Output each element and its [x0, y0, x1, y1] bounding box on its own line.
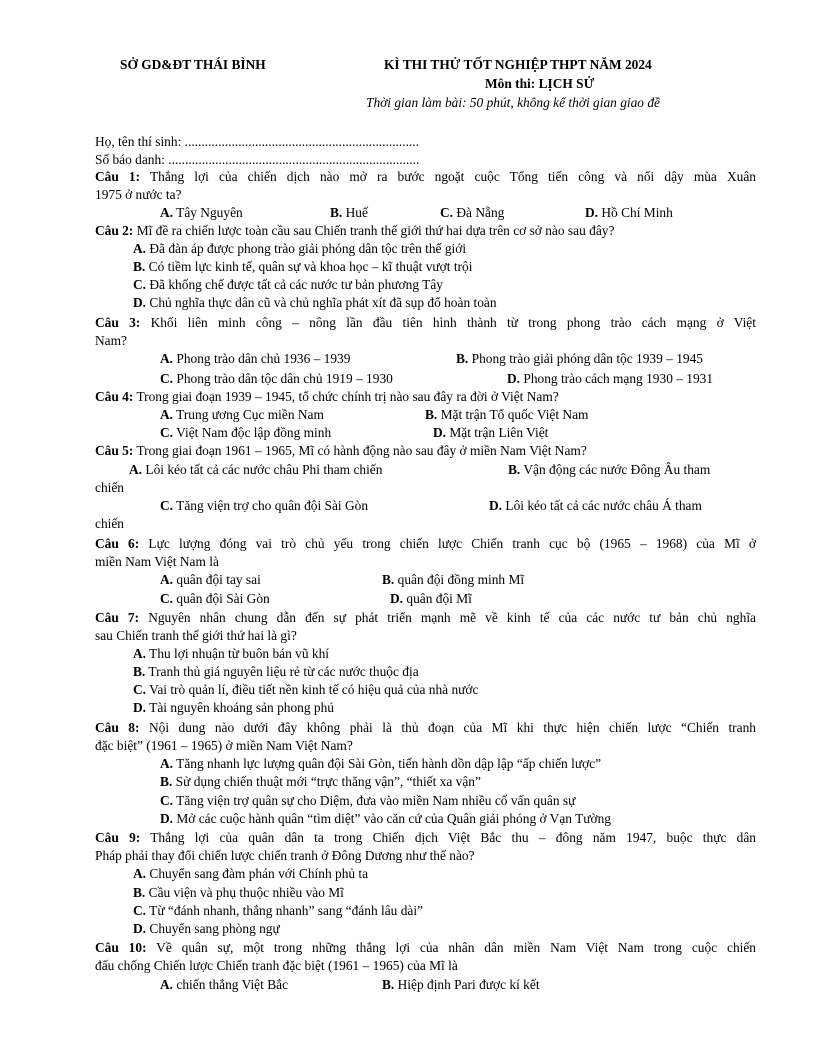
q6-option-c[interactable]: C. quân đội Sài Gòn: [160, 591, 270, 606]
q5-option-c[interactable]: C. Tăng viện trợ cho quân đội Sài Gòn: [160, 498, 369, 513]
q1-option-b[interactable]: B. Huế: [330, 205, 368, 220]
q1-option-c[interactable]: C. Đà Nẵng: [440, 205, 505, 220]
question-4-line-1: Câu 4: Trong giai đoạn 1939 – 1945, tổ chức chính trị nào sau đây ra đời ở Việt Nam?: [95, 389, 559, 404]
subject-line: Môn thi: LỊCH SỬ: [485, 76, 595, 91]
question-1-line-1: Câu 1: Thắng lợi của chiến dịch nào mở ra bước ngoặt cuộc Tổng tiến công và nổi dậy mùa Xuân: [95, 169, 756, 184]
q7-option-d[interactable]: D. Tài nguyên khoáng sản phong phú: [133, 700, 334, 715]
question-6-line-2: miền Nam Việt Nam là: [95, 554, 219, 569]
question-9-line-1: Câu 9: Thắng lợi của quân dân ta trong Chiến dịch Việt Bắc thu – đông năm 1947, buộc thực dân: [95, 830, 757, 845]
question-9-line-2: Pháp phải thay đổi chiến lược chiến tranh ở Đông Dương như thế nào?: [95, 848, 475, 863]
q4-option-a[interactable]: A. Trung ương Cục miền Nam: [160, 407, 324, 422]
candidate-name-line: Họ, tên thí sinh: ......................................................................: [95, 134, 419, 149]
q2-option-d[interactable]: D. Chủ nghĩa thực dân cũ và chủ nghĩa phát xít đã sụp đổ hoàn toàn: [133, 295, 497, 310]
q9-option-d[interactable]: D. Chuyển sang phòng ngự: [133, 921, 280, 936]
q10-option-b[interactable]: B. Hiệp định Pari được kí kết: [382, 977, 540, 992]
q6-option-a[interactable]: A. quân đội tay sai: [160, 572, 261, 587]
q4-option-b[interactable]: B. Mặt trận Tổ quốc Việt Nam: [425, 407, 589, 422]
q8-option-b[interactable]: B. Sử dụng chiến thuật mới “trực thăng vận”, “thiết xa vận”: [160, 774, 481, 789]
q5-option-a[interactable]: A. Lôi kéo tất cả các nước châu Phi tham chiến: [129, 462, 383, 477]
q5-option-b[interactable]: B. Vận động các nước Đông Âu tham: [508, 462, 711, 477]
q2-option-c[interactable]: C. Đã khống chế được tất cả các nước tư bản phương Tây: [133, 277, 443, 292]
question-7-line-1: Câu 7: Nguyên nhân chung dẫn đến sự phát triển mạnh mẽ về kinh tế của các nước tư bản chủ nghĩa: [95, 610, 756, 625]
q5-option-b-wrap: chiến: [95, 480, 124, 495]
q3-option-b[interactable]: B. Phong trào giải phóng dân tộc 1939 – 1945: [456, 351, 703, 366]
q1-option-a[interactable]: A. Tây Nguyên: [160, 205, 243, 220]
q8-option-d[interactable]: D. Mở các cuộc hành quân “tìm diệt” vào căn cứ của Quân giải phóng ở Vạn Tường: [160, 811, 612, 826]
q7-option-b[interactable]: B. Tranh thủ giá nguyên liệu rẻ từ các nước thuộc địa: [133, 664, 419, 679]
q4-option-c[interactable]: C. Việt Nam độc lập đồng minh: [160, 425, 332, 440]
q5-option-d-wrap: chiến: [95, 516, 124, 531]
q9-option-c[interactable]: C. Từ “đánh nhanh, thắng nhanh” sang “đánh lâu dài”: [133, 903, 424, 918]
question-10-line-2: đấu chống Chiến lược Chiến tranh đặc biệt (1961 – 1965) của Mĩ là: [95, 958, 458, 973]
q3-option-a[interactable]: A. Phong trào dân chủ 1936 – 1939: [160, 351, 351, 366]
q9-option-b[interactable]: B. Cầu viện và phụ thuộc nhiều vào Mĩ: [133, 885, 344, 900]
q5-option-d[interactable]: D. Lôi kéo tất cả các nước châu Á tham: [489, 498, 702, 513]
q2-option-b[interactable]: B. Có tiềm lực kinh tế, quân sự và khoa học – kĩ thuật vượt trội: [133, 259, 473, 274]
q3-option-d[interactable]: D. Phong trào cách mạng 1930 – 1931: [507, 371, 714, 386]
question-6-line-1: Câu 6: Lực lượng đóng vai trò chủ yếu trong chiến lược Chiến tranh cục bộ (1965 – 1968) của Mĩ ở: [95, 536, 756, 551]
question-8-line-1: Câu 8: Nội dung nào dưới đây không phải là thủ đoạn của Mĩ khi thực hiện chiến lược “Chiến tranh: [95, 720, 756, 735]
q2-option-a[interactable]: A. Đã đàn áp được phong trào giải phóng dân tộc trên thế giới: [133, 241, 467, 256]
candidate-id-line: Số báo danh: ...........................................................................: [95, 152, 420, 167]
question-3-line-1: Câu 3: Khối liên minh công – nông lần đầu tiên hình thành từ trong phong trào cách mạng ở Việt: [95, 315, 756, 330]
q7-option-a[interactable]: A. Thu lợi nhuận từ buôn bán vũ khí: [133, 646, 329, 661]
q6-option-b[interactable]: B. quân đội đồng minh Mĩ: [382, 572, 525, 587]
q6-option-d[interactable]: D. quân đội Mĩ: [390, 591, 472, 606]
question-7-line-2: sau Chiến tranh thế giới thứ hai là gì?: [95, 628, 297, 643]
q8-option-c[interactable]: C. Tăng viện trợ quân sự cho Diệm, đưa vào miền Nam nhiều cố vấn quân sự: [160, 793, 576, 808]
time-note: Thời gian làm bài: 50 phút, không kể thời gian giao đề: [366, 95, 660, 110]
question-2-line-1: Câu 2: Mĩ đề ra chiến lược toàn cầu sau Chiến tranh thế giới thứ hai dựa trên cơ sở nào sau đây?: [95, 223, 615, 238]
q10-option-a[interactable]: A. chiến thắng Việt Bắc: [160, 977, 289, 992]
q4-option-d[interactable]: D. Mặt trận Liên Việt: [433, 425, 549, 440]
q9-option-a[interactable]: A. Chuyển sang đàm phán với Chính phủ ta: [133, 866, 369, 881]
question-8-line-2: đặc biệt” (1961 – 1965) ở miền Nam Việt Nam?: [95, 738, 353, 753]
exam-title: KÌ THI THỬ TỐT NGHIỆP THPT NĂM 2024: [384, 57, 652, 72]
question-3-line-2: Nam?: [95, 333, 127, 348]
q1-option-d[interactable]: D. Hồ Chí Minh: [585, 205, 673, 220]
question-1-line-2: 1975 ở nước ta?: [95, 187, 182, 202]
department-name: SỞ GD&ĐT THÁI BÌNH: [120, 57, 266, 72]
q8-option-a[interactable]: A. Tăng nhanh lực lượng quân đội Sài Gòn, tiến hành dồn dập lập “ấp chiến lược”: [160, 756, 602, 771]
q3-option-c[interactable]: C. Phong trào dân tộc dân chủ 1919 – 1930: [160, 371, 393, 386]
question-5-line-1: Câu 5: Trong giai đoạn 1961 – 1965, Mĩ có hành động nào sau đây ở miền Nam Việt Nam?: [95, 443, 587, 458]
question-10-line-1: Câu 10: Về quân sự, một trong những thắng lợi của nhân dân miền Nam Việt Nam trong cuộc chiến: [95, 940, 756, 955]
q7-option-c[interactable]: C. Vai trò quản lí, điều tiết nền kinh tế có hiệu quả của nhà nước: [133, 682, 479, 697]
